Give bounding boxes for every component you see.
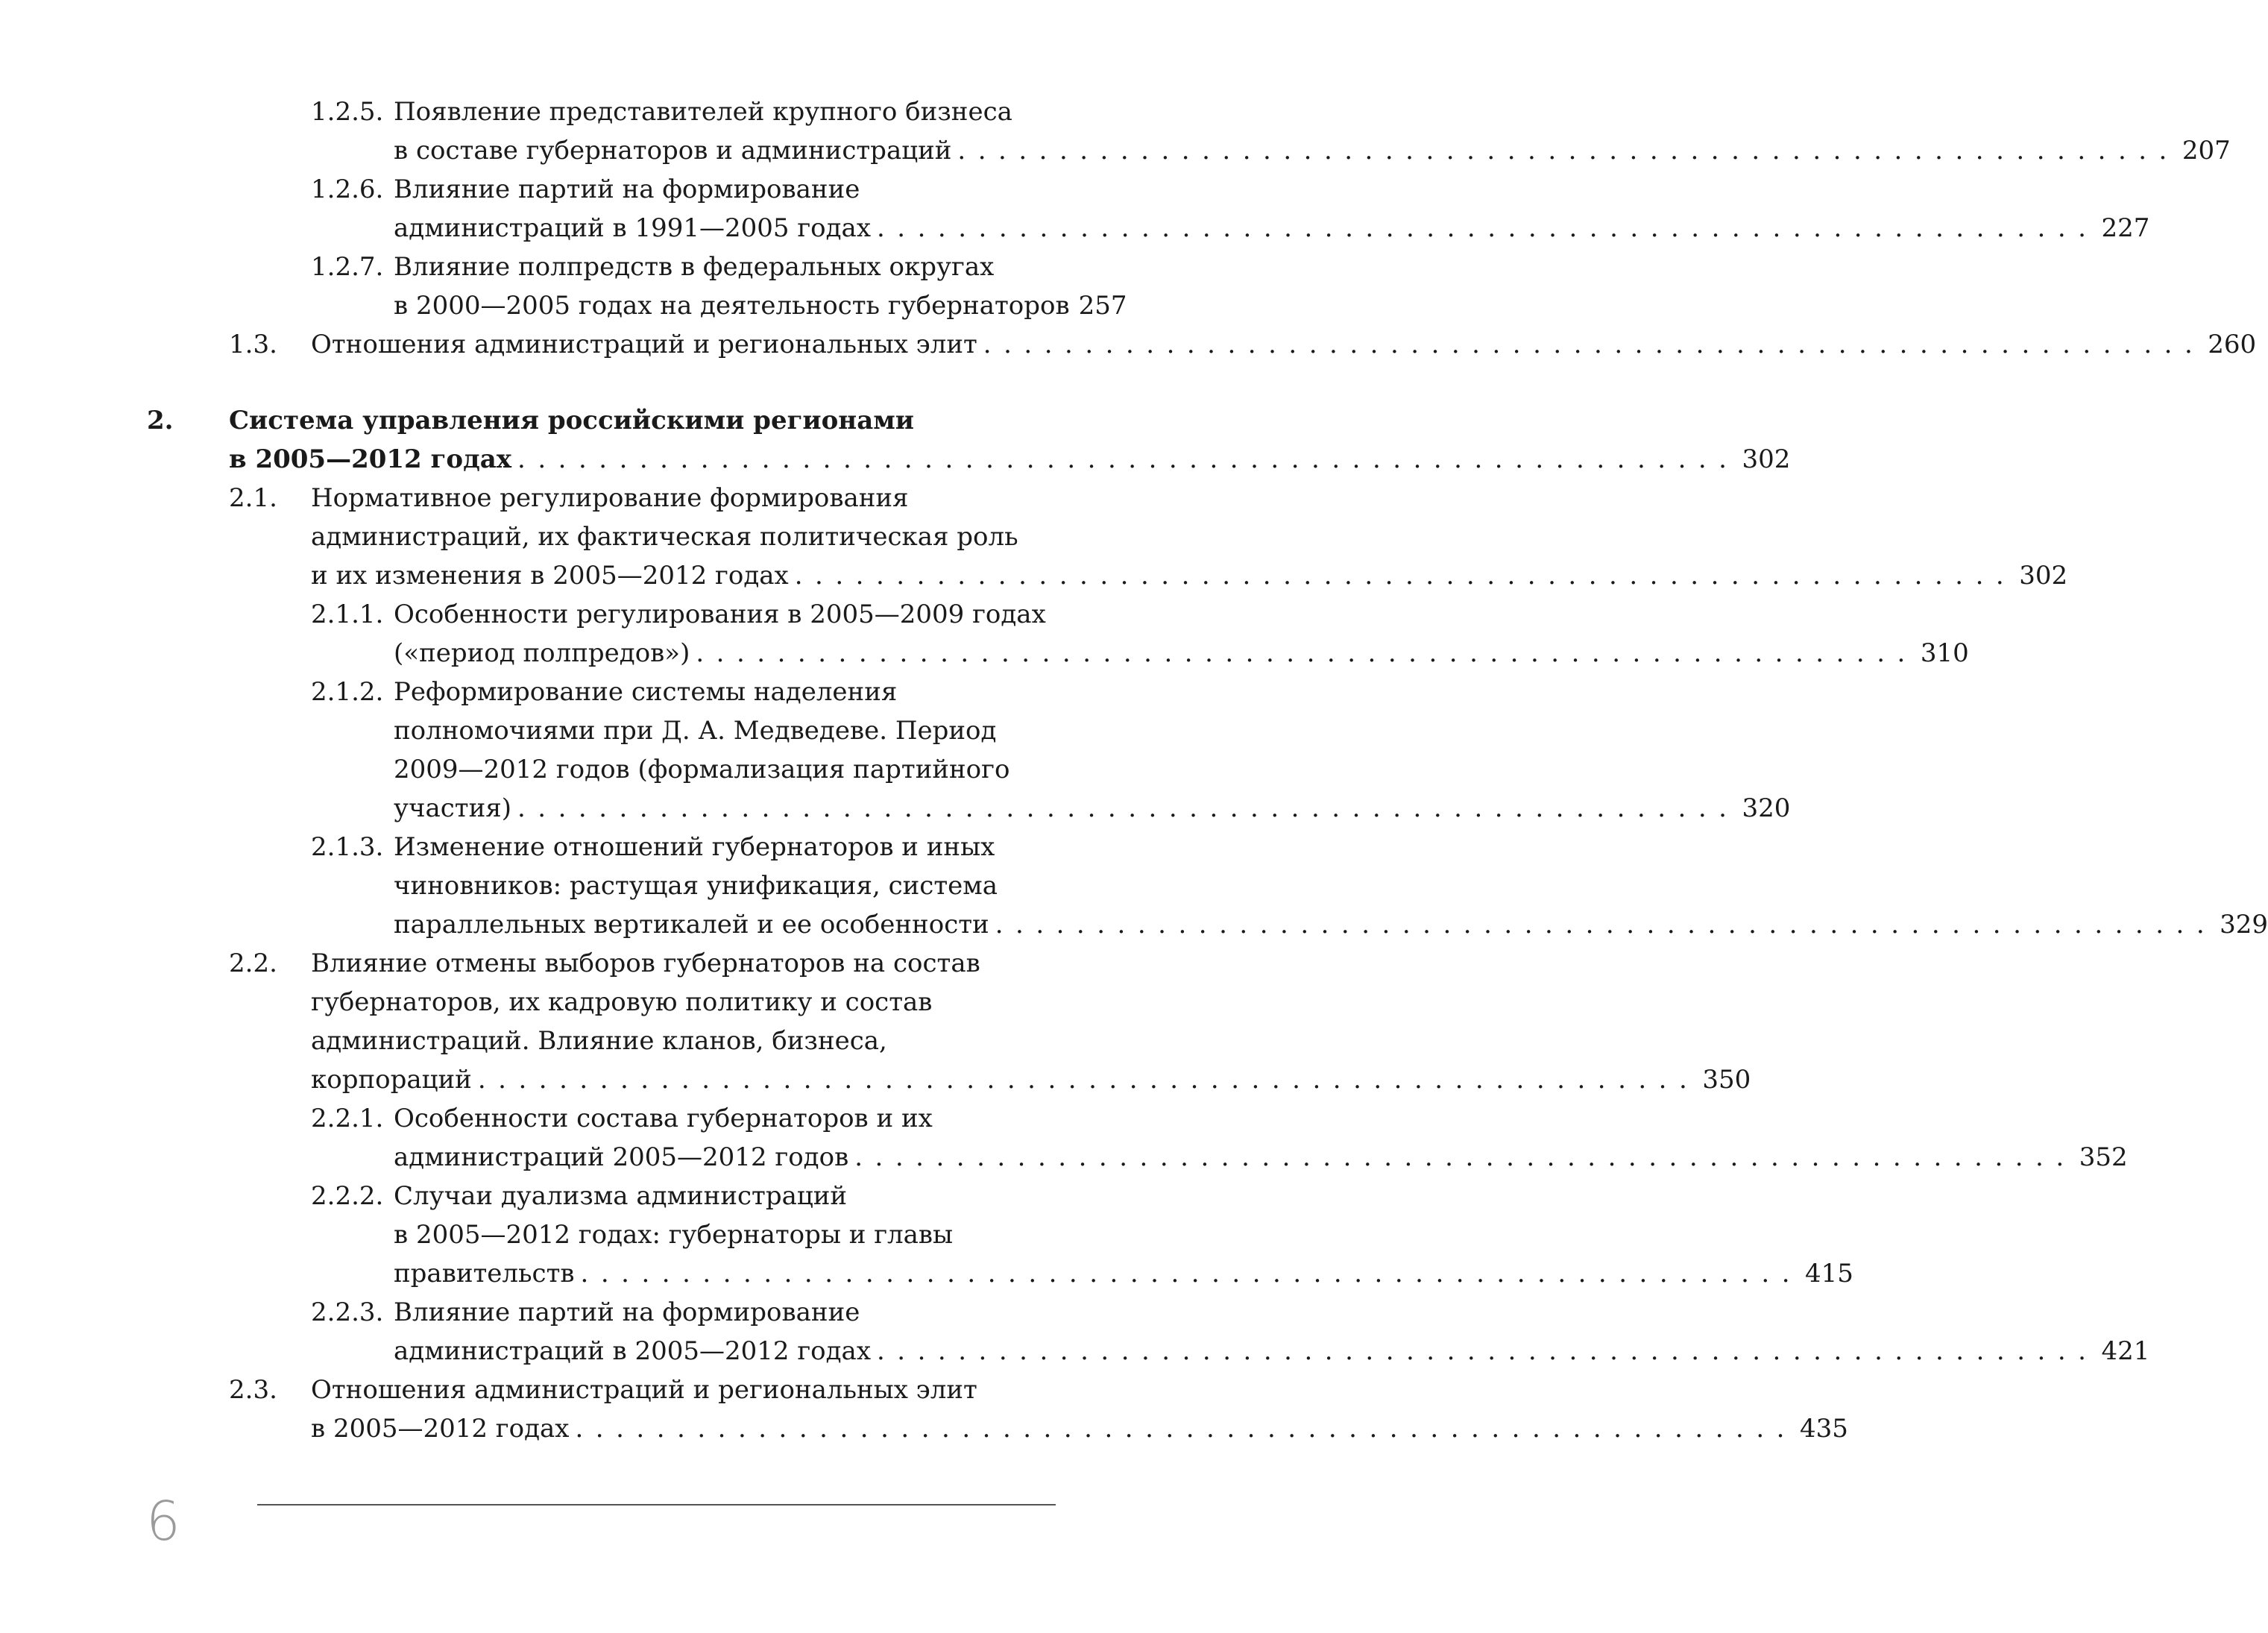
toc-entry-page: 320 bbox=[1742, 793, 1791, 823]
dot-leader: ............................................................ bbox=[877, 213, 2099, 243]
toc-entry-page: 227 bbox=[2101, 213, 2150, 243]
toc-entry-title-line: в 2000—2005 годах на деятельность губернаторов bbox=[394, 291, 1070, 321]
toc-entry-page: 415 bbox=[1805, 1259, 1853, 1289]
dot-leader: ............................................................ bbox=[794, 561, 2017, 591]
toc-entry-title bbox=[394, 1099, 2128, 1177]
toc-entry bbox=[147, 92, 2231, 170]
toc-entry-title bbox=[311, 479, 2068, 595]
toc-entry-title-line: участия) bbox=[394, 793, 511, 823]
toc-entry-title-line: («период полпредов») bbox=[394, 638, 690, 668]
toc-entry-title bbox=[394, 595, 1969, 673]
toc-entry-title-line: Отношения администраций и региональных элит bbox=[311, 1375, 977, 1405]
toc-entry-page: 302 bbox=[1742, 444, 1791, 474]
toc-entry-title-line: Особенности регулирования в 2005—2009 годах bbox=[394, 600, 1046, 629]
dot-leader: ............................................................ bbox=[580, 1259, 1803, 1289]
toc-entry-title-line: Случаи дуализма администраций bbox=[394, 1181, 848, 1211]
toc-entry-number: 2. bbox=[147, 406, 174, 435]
toc-entry bbox=[147, 248, 1127, 325]
toc-entry-page: 257 bbox=[1078, 291, 1127, 321]
toc-entry-title bbox=[394, 170, 2150, 248]
toc-entry-title-line: полномочиями при Д. А. Медведеве. Период bbox=[394, 716, 997, 746]
toc-entry-title-line: Появление представителей крупного бизнеса bbox=[394, 97, 1012, 127]
toc-entry-title-line: Система управления российскими регионами bbox=[229, 406, 914, 435]
toc-entry-title bbox=[394, 1293, 2150, 1371]
toc-entry-title-line: Особенности состава губернаторов и их bbox=[394, 1104, 933, 1133]
toc-entry-title-line: корпораций bbox=[311, 1065, 472, 1095]
toc-entry-title-line: и их изменения в 2005—2012 годах bbox=[311, 561, 789, 591]
dot-leader: ............................................................ bbox=[877, 1336, 2099, 1366]
toc-entry-page: 207 bbox=[2182, 136, 2231, 166]
toc-entry-title-line: чиновников: растущая унификация, система bbox=[394, 871, 998, 901]
toc-entry-title bbox=[394, 248, 1127, 325]
toc-entry-title-line: администраций в 1991—2005 годах bbox=[394, 213, 871, 243]
toc-entry-number: 2.2. bbox=[229, 948, 277, 978]
toc-entry-number: 1.2.6. bbox=[311, 174, 384, 204]
toc-entry bbox=[147, 479, 2068, 595]
toc-entry-number: 2.1. bbox=[229, 483, 277, 513]
toc-entry bbox=[147, 595, 1969, 673]
toc-entry-number: 2.1.1. bbox=[311, 600, 384, 629]
dot-leader: ............................................................ bbox=[517, 793, 1739, 823]
toc-entry bbox=[147, 1177, 1853, 1293]
dot-leader: ............................................................ bbox=[995, 910, 2217, 940]
toc-entry bbox=[147, 1293, 2150, 1371]
toc-entry-title bbox=[394, 1177, 1853, 1293]
toc-entry-page: 350 bbox=[1702, 1065, 1751, 1095]
dot-leader: ............................................................ bbox=[517, 444, 1739, 474]
toc-entry-title-line: параллельных вертикалей и ее особенности bbox=[394, 910, 989, 940]
toc-entry bbox=[147, 944, 1751, 1099]
dot-leader: ............................................................ bbox=[575, 1414, 1797, 1444]
toc-entry-title-line: Влияние отмены выборов губернаторов на состав bbox=[311, 948, 980, 978]
toc-entry bbox=[147, 828, 2268, 944]
toc-entry-title bbox=[229, 401, 1791, 479]
footer-rule bbox=[257, 1504, 1056, 1505]
toc-entry-page: 310 bbox=[1920, 638, 1969, 668]
toc-entry-page: 329 bbox=[2220, 910, 2268, 940]
toc-entry-title-line: администраций, их фактическая политическая роль bbox=[311, 522, 1018, 552]
toc-entry-title-line: администраций 2005—2012 годов bbox=[394, 1142, 849, 1172]
toc-entry-title bbox=[311, 1371, 1848, 1448]
dot-leader: ............................................................ bbox=[983, 330, 2205, 359]
toc-entry bbox=[147, 1371, 1848, 1448]
table-of-contents bbox=[147, 92, 2268, 1448]
toc-entry-title bbox=[394, 673, 1791, 828]
dot-leader: ............................................................ bbox=[854, 1142, 2076, 1172]
toc-entry-number: 2.2.3. bbox=[311, 1297, 384, 1327]
toc-entry-number: 2.2.1. bbox=[311, 1104, 384, 1133]
toc-entry-page: 421 bbox=[2101, 1336, 2150, 1366]
toc-entry-title-line: губернаторов, их кадровую политику и состав bbox=[311, 987, 933, 1017]
toc-entry-title-line: администраций. Влияние кланов, бизнеса, bbox=[311, 1026, 887, 1056]
toc-entry-title bbox=[311, 944, 1751, 1099]
toc-entry-title bbox=[394, 92, 2231, 170]
page-number: 6 bbox=[146, 1490, 180, 1552]
toc-entry-title-line: Влияние партий на формирование bbox=[394, 174, 860, 204]
toc-entry-title-line: Изменение отношений губернаторов и иных bbox=[394, 832, 995, 862]
toc-entry-title bbox=[394, 828, 2268, 944]
toc-entry bbox=[147, 170, 2150, 248]
toc-entry-title-line: Реформирование системы наделения bbox=[394, 677, 898, 707]
toc-entry-title-line: Нормативное регулирование формирования bbox=[311, 483, 909, 513]
toc-entry-number: 2.1.2. bbox=[311, 677, 384, 707]
toc-entry-title bbox=[311, 325, 2257, 364]
toc-entry-number: 2.3. bbox=[229, 1375, 277, 1405]
toc-entry-number: 2.2.2. bbox=[311, 1181, 384, 1211]
toc-entry-title-line: в 2005—2012 годах: губернаторы и главы bbox=[394, 1220, 954, 1250]
toc-entry-title-line: Отношения администраций и региональных элит bbox=[311, 330, 977, 359]
toc-entry-number: 1.2.7. bbox=[311, 252, 384, 282]
toc-entry-page: 352 bbox=[2079, 1142, 2128, 1172]
toc-entry-page: 435 bbox=[1799, 1414, 1848, 1444]
toc-entry-title-line: 2009—2012 годов (формализация партийного bbox=[394, 755, 1010, 784]
toc-entry-number: 2.1.3. bbox=[311, 832, 384, 862]
toc-entry-title-line: администраций в 2005—2012 годах bbox=[394, 1336, 871, 1366]
toc-entry-number: 1.3. bbox=[229, 330, 277, 359]
dot-leader: ............................................................ bbox=[696, 638, 1918, 668]
toc-entry-title-line: Влияние партий на формирование bbox=[394, 1297, 860, 1327]
toc-entry bbox=[147, 673, 1791, 828]
toc-entry-title-line: в 2005—2012 годах bbox=[229, 444, 512, 474]
dot-leader: ............................................................ bbox=[477, 1065, 1700, 1095]
toc-entry-title-line: правительств bbox=[394, 1259, 575, 1289]
toc-entry-title-line: Влияние полпредств в федеральных округах bbox=[394, 252, 995, 282]
toc-entry bbox=[147, 325, 2257, 364]
toc-entry-page: 260 bbox=[2208, 330, 2257, 359]
dot-leader: ............................................................ bbox=[957, 136, 2179, 166]
toc-entry-title-line: в 2005—2012 годах bbox=[311, 1414, 570, 1444]
toc-entry-number: 1.2.5. bbox=[311, 97, 384, 127]
toc-entry-title-line: в составе губернаторов и администраций bbox=[394, 136, 952, 166]
toc-entry bbox=[147, 1099, 2128, 1177]
toc-entry bbox=[147, 401, 1791, 479]
toc-entry-page: 302 bbox=[2019, 561, 2068, 591]
